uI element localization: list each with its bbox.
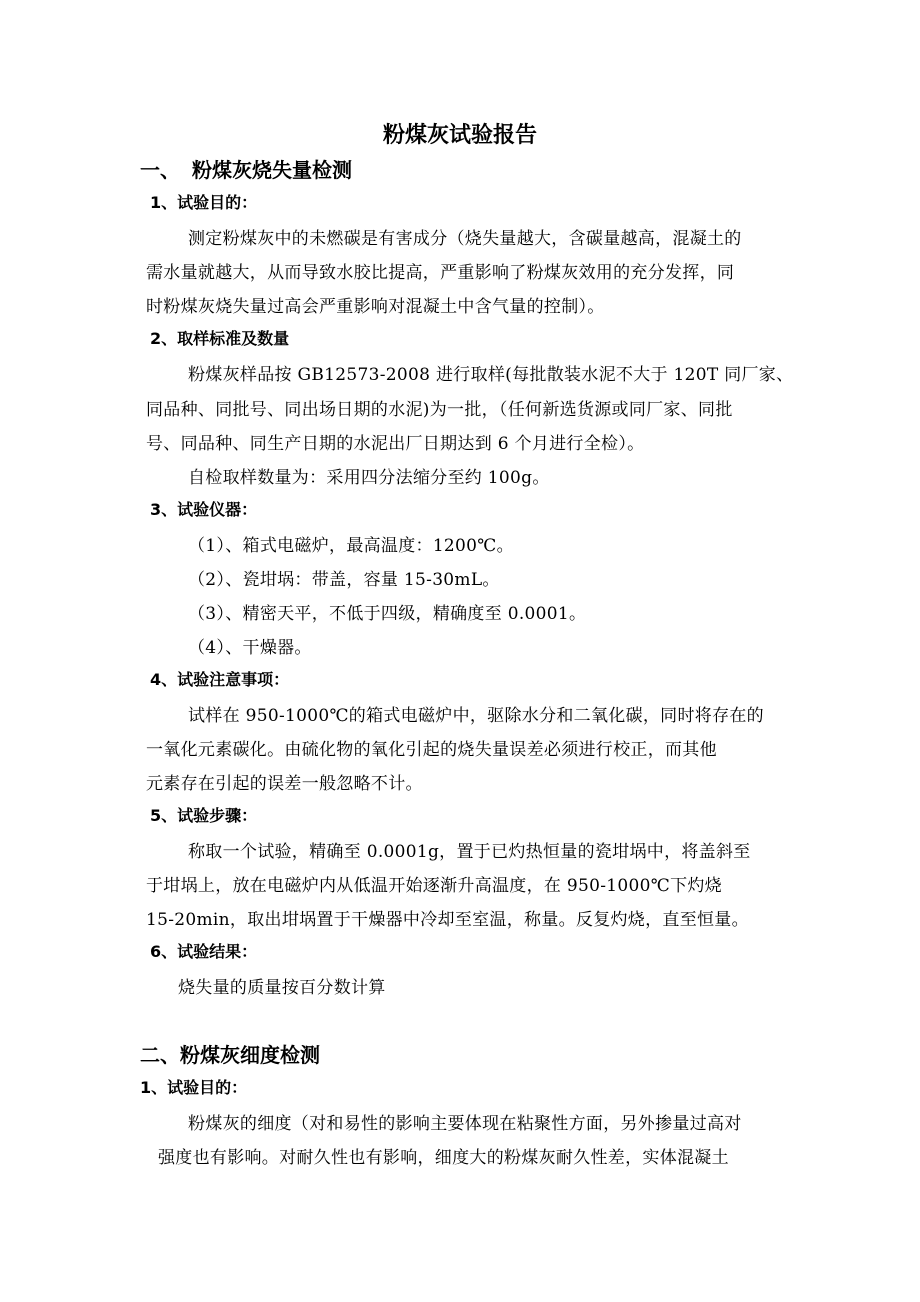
- section-2-title: 粉煤灰细度检测: [180, 1043, 320, 1067]
- s1-results-line: 烧失量的质量按百分数计算: [178, 978, 386, 998]
- s1-instruments-heading: 3、试验仪器：: [150, 500, 258, 519]
- s1-steps-line: 称取一个试验，精确至 0.0001g，置于已灼热恒量的瓷坩埚中，将盖斜至: [188, 842, 751, 862]
- s1-instrument-item: （2）、瓷坩埚：带盖，容量 15-30mL。: [188, 570, 500, 590]
- s1-purpose-line: 需水量就越大，从而导致水胶比提高，严重影响了粉煤灰效用的充分发挥，同: [146, 263, 735, 283]
- s1-steps-line: 于坩埚上，放在电磁炉内从低温开始逐渐升高温度，在 950-1000℃下灼烧: [146, 876, 722, 896]
- s1-sampling-line: 粉煤灰样品按 GB12573-2008 进行取样(每批散装水泥不大于 120T 同厂家、: [188, 365, 794, 385]
- s1-purpose-heading: 1、试验目的：: [150, 193, 258, 212]
- s2-purpose-line: 粉煤灰的细度（对和易性的影响主要体现在粘聚性方面，另外掺量过高对: [188, 1114, 742, 1134]
- s1-notes-heading: 4、试验注意事项：: [150, 670, 290, 689]
- section-1-title: 粉煤灰烧失量检测: [192, 158, 352, 182]
- s1-steps-heading: 5、试验步骤：: [150, 806, 258, 825]
- s2-purpose-line: 强度也有影响。对耐久性也有影响，细度大的粉煤灰耐久性差，实体混凝土: [158, 1148, 729, 1168]
- section-1-number: 一、: [140, 158, 180, 182]
- s1-sampling-heading: 2、取样标准及数量: [150, 329, 290, 348]
- s1-sampling-line: 同品种、同批号、同出场日期的水泥)为一批，（任何新选货源或同厂家、同批: [146, 400, 733, 420]
- section-1-heading: [140, 154, 352, 183]
- s1-notes-line: 元素存在引起的误差一般忽略不计。: [146, 774, 423, 794]
- s2-purpose-heading: 1、试验目的：: [140, 1078, 248, 1097]
- s1-purpose-line: 测定粉煤灰中的未燃碳是有害成分（烧失量越大，含碳量越高，混凝土的: [188, 229, 742, 249]
- s1-notes-line: 试样在 950-1000℃的箱式电磁炉中，驱除水分和二氧化碳，同时将存在的: [188, 706, 764, 726]
- s1-sampling-line: 号、同品种、同生产日期的水泥出厂日期达到 6 个月进行全检）。: [146, 434, 645, 454]
- s1-steps-line: 15-20min，取出坩埚置于干燥器中冷却至室温，称量。反复灼烧，直至恒量。: [146, 910, 749, 930]
- document-title: 粉煤灰试验报告: [382, 123, 537, 148]
- s1-purpose-line: 时粉煤灰烧失量过高会严重影响对混凝土中含气量的控制）。: [146, 297, 605, 317]
- section-2-number: 二、: [140, 1043, 180, 1067]
- s1-notes-line: 一氧化元素碳化。由硫化物的氧化引起的烧失量误差必须进行校正，而其他: [146, 740, 717, 760]
- s1-instrument-item: （3）、精密天平，不低于四级，精确度至 0.0001。: [188, 604, 587, 624]
- section-2-heading: [140, 1039, 320, 1068]
- s1-results-heading: 6、试验结果：: [150, 942, 258, 961]
- s1-instrument-item: （4）、干燥器。: [188, 638, 312, 658]
- s1-instrument-item: （1）、箱式电磁炉，最高温度：1200℃。: [188, 536, 514, 556]
- s1-sampling-line: 自检取样数量为：采用四分法缩分至约 100g。: [188, 468, 550, 488]
